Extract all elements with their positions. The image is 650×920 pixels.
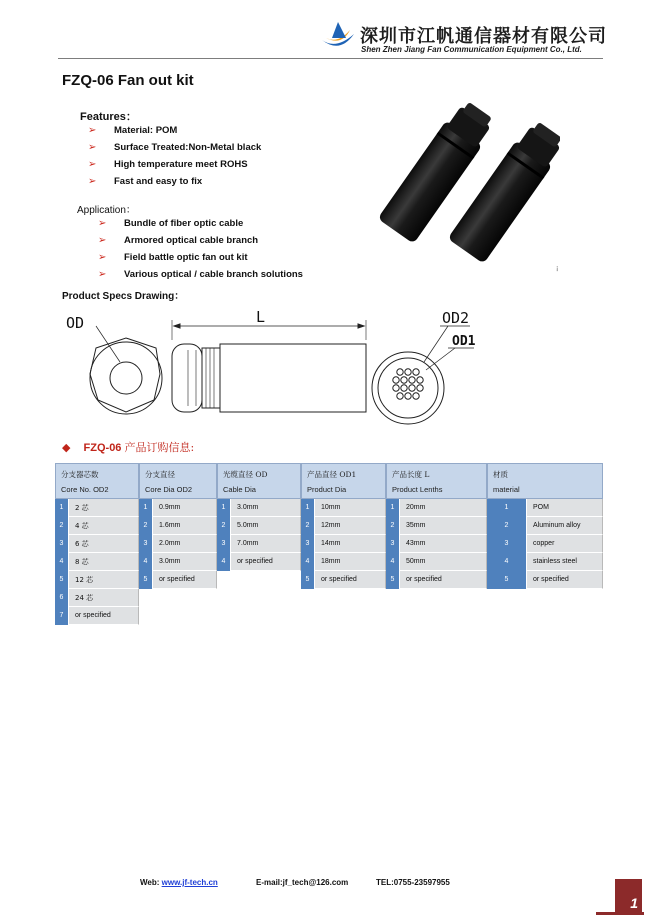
order-info-heading bbox=[62, 439, 194, 455]
table-row: 3 6 芯 bbox=[55, 535, 139, 553]
side-view bbox=[172, 320, 366, 412]
table-row: 4 8 芯 bbox=[55, 553, 139, 571]
table-row: 5 or specified bbox=[386, 571, 487, 589]
table-row: 4 stainless steel bbox=[487, 553, 603, 571]
photo-mark: ¡ bbox=[556, 265, 559, 272]
feature-item: ➢ Material: POM bbox=[88, 125, 178, 136]
feature-item: ➢ Fast and easy to fix bbox=[88, 176, 203, 187]
table-row: 1 2 芯 bbox=[55, 499, 139, 517]
application-item: ➢ Various optical / cable branch solutions bbox=[98, 269, 303, 280]
page-number-box bbox=[615, 879, 642, 912]
application-heading: Application： bbox=[77, 205, 136, 216]
company-logo bbox=[318, 20, 358, 54]
table-header: 材质 material bbox=[487, 463, 603, 499]
footer-email: E-mail:jf_tech@126.com bbox=[256, 878, 349, 887]
table-row: 3 7.0mm bbox=[217, 535, 301, 553]
table-row: 2 35mm bbox=[386, 517, 487, 535]
table-row: 4 or specified bbox=[217, 553, 301, 571]
feature-item: ➢ High temperature meet ROHS bbox=[88, 159, 248, 170]
table-row: 5 or specified bbox=[487, 571, 603, 589]
arrow-bullet-icon: ➢ bbox=[88, 125, 97, 136]
table-row: 3 copper bbox=[487, 535, 603, 553]
table-row: 1 0.9mm bbox=[139, 499, 217, 517]
table-header: 光缆直径 OD Cable Dia bbox=[217, 463, 301, 499]
od-label: OD bbox=[66, 314, 85, 332]
length-label: L bbox=[256, 308, 266, 326]
arrow-bullet-icon: ➢ bbox=[98, 218, 107, 229]
arrow-bullet-icon: ➢ bbox=[98, 269, 107, 280]
table-row: 5 or specified bbox=[301, 571, 386, 589]
document-title: FZQ-06 Fan out kit bbox=[62, 72, 194, 89]
od1-label: OD1 bbox=[452, 334, 476, 349]
table-row: 6 24 芯 bbox=[55, 589, 139, 607]
table-row: 1 10mm bbox=[301, 499, 386, 517]
product-photo bbox=[360, 92, 560, 277]
table-row: 5 12 芯 bbox=[55, 571, 139, 589]
features-list bbox=[88, 124, 261, 192]
table-row: 4 18mm bbox=[301, 553, 386, 571]
arrow-bullet-icon: ➢ bbox=[88, 176, 97, 187]
table-row: 2 Aluminum alloy bbox=[487, 517, 603, 535]
hexagon-end-view bbox=[90, 326, 162, 414]
application-list bbox=[98, 217, 303, 285]
table-row: 3 2.0mm bbox=[139, 535, 217, 553]
company-name-cn: 深圳市江帆通信器材有限公司 bbox=[360, 26, 607, 47]
page-number-underline bbox=[596, 912, 644, 915]
feature-item: ➢ Surface Treated:Non-Metal black bbox=[88, 142, 262, 153]
table-row: 7 or specified bbox=[55, 607, 139, 625]
company-name-en: Shen Zhen Jiang Fan Communication Equipment Co., Ltd. bbox=[361, 45, 582, 54]
table-header: 分支器芯数 Core No. OD2 bbox=[55, 463, 139, 499]
arrow-bullet-icon: ➢ bbox=[98, 235, 107, 246]
footer-phone: TEL:0755-23597955 bbox=[376, 878, 450, 887]
table-row: 3 14mm bbox=[301, 535, 386, 553]
header-divider bbox=[58, 58, 603, 59]
table-row: 4 3.0mm bbox=[139, 553, 217, 571]
table-header: 产品长度 L Product Lenths bbox=[386, 463, 487, 499]
arrow-bullet-icon: ➢ bbox=[98, 252, 107, 263]
table-row: 2 4 芯 bbox=[55, 517, 139, 535]
arrow-bullet-icon: ➢ bbox=[88, 159, 97, 170]
table-row: 1 3.0mm bbox=[217, 499, 301, 517]
table-row: 5 or specified bbox=[139, 571, 217, 589]
features-heading: Features： bbox=[80, 111, 137, 123]
page-number: 1 bbox=[630, 895, 638, 911]
table-header: 产品直径 OD1 Product Dia bbox=[301, 463, 386, 499]
table-row: 3 43mm bbox=[386, 535, 487, 553]
order-heading-cn: 产品订购信息: bbox=[124, 441, 195, 454]
table-row: 2 1.6mm bbox=[139, 517, 217, 535]
specs-drawing bbox=[60, 304, 490, 432]
website-link[interactable]: www.jf-tech.cn bbox=[161, 878, 218, 887]
footer-web: Web: www.jf-tech.cn bbox=[140, 878, 218, 887]
application-item: ➢ Bundle of fiber optic cable bbox=[98, 218, 244, 229]
od2-label: OD2 bbox=[442, 309, 470, 327]
table-row: 4 50mm bbox=[386, 553, 487, 571]
table-row: 2 5.0mm bbox=[217, 517, 301, 535]
order-model: FZQ-06 bbox=[83, 442, 122, 454]
diamond-bullet-icon: ◆ bbox=[62, 442, 71, 454]
arrow-bullet-icon: ➢ bbox=[88, 142, 97, 153]
specs-heading: Product Specs Drawing： bbox=[62, 291, 185, 302]
table-header: 分支直径 Core Dia OD2 bbox=[139, 463, 217, 499]
table-row: 1 20mm bbox=[386, 499, 487, 517]
table-row: 2 12mm bbox=[301, 517, 386, 535]
table-row: 1 POM bbox=[487, 499, 603, 517]
application-item: ➢ Field battle optic fan out kit bbox=[98, 252, 248, 263]
application-item: ➢ Armored optical cable branch bbox=[98, 235, 259, 246]
